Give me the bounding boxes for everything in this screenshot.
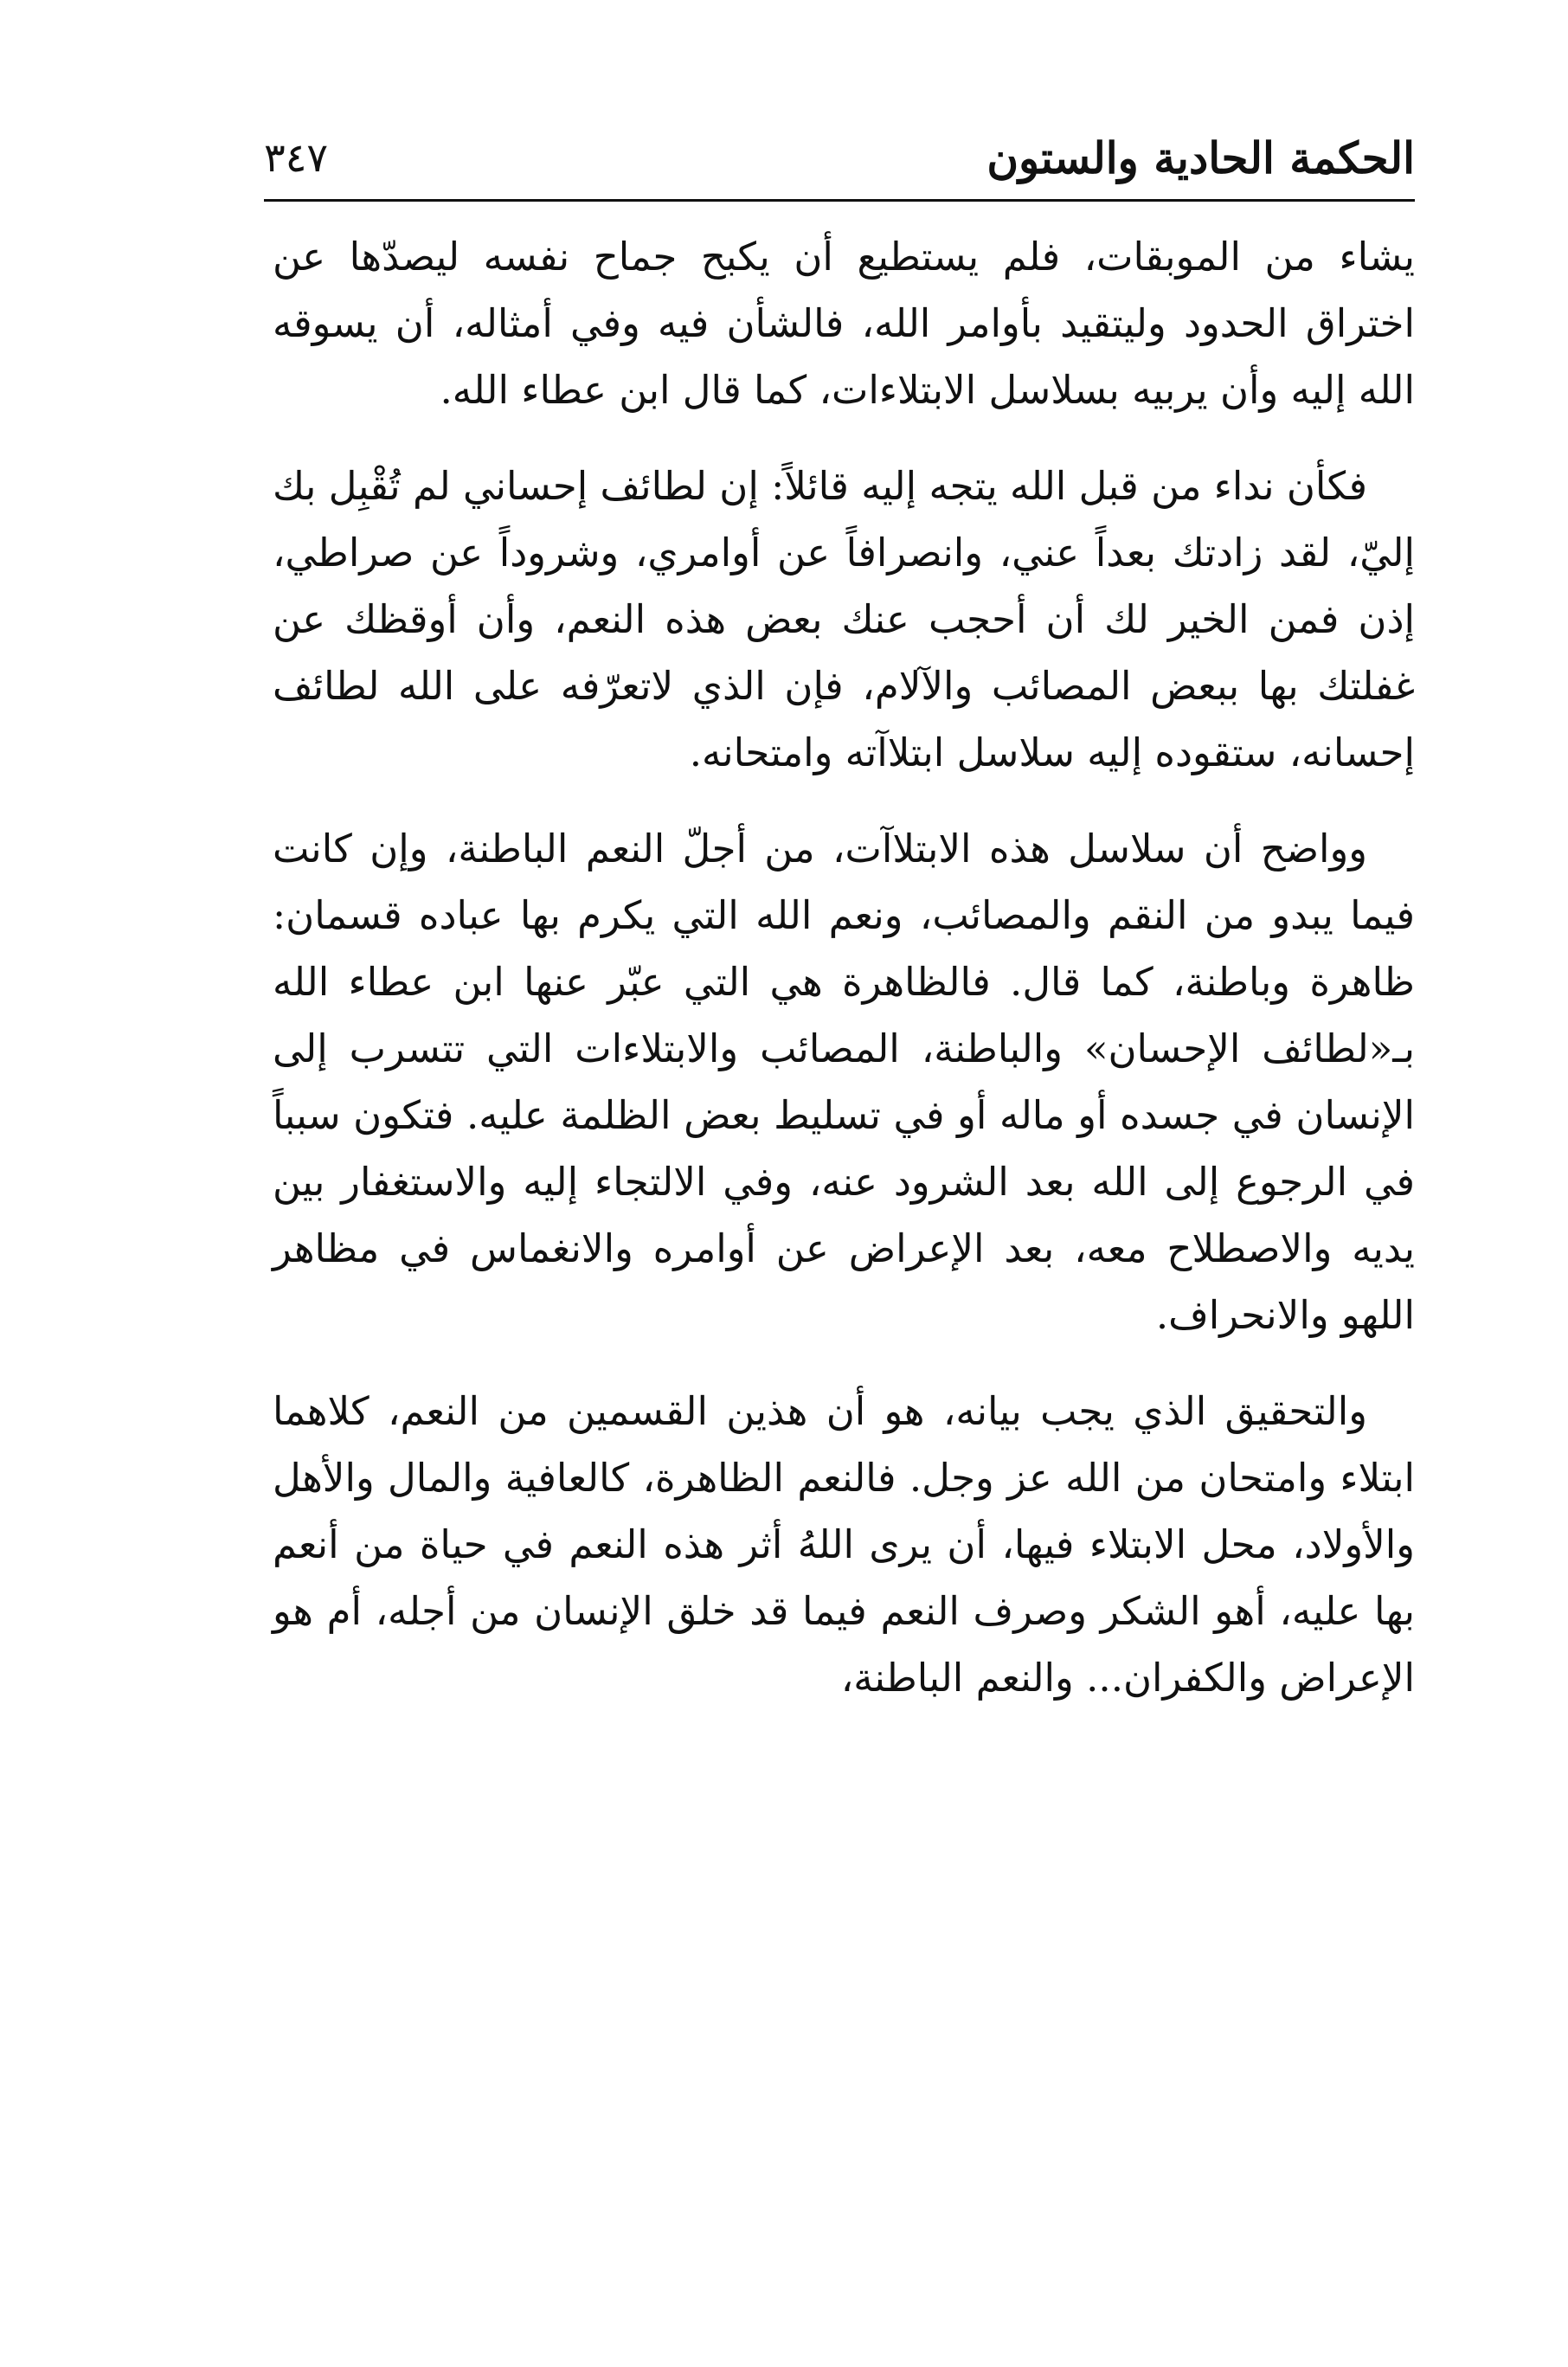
header-divider xyxy=(264,199,1415,202)
page-number: ٣٤٧ xyxy=(264,134,329,181)
body-text xyxy=(273,223,1415,1740)
page-header xyxy=(264,117,1415,199)
chapter-title: الحكمة الحادية والستون xyxy=(986,132,1415,183)
paragraph-4: والتحقيق الذي يجب بيانه، هو أن هذين القسمين من النعم، كلاهما ابتلاء وامتحان من الله عز وجل. فالنعم الظاهرة، كالعافية والمال والأهل والأولاد، محل الابتلاء فيها، أن يرى اللهُ أثر هذه النعم في حياة من أنعم بها عليه، أهو الشكر وصرف النعم فيما قد خلق الإنسان من أجله، أم هو الإعراض والكفران... والنعم الباطنة، xyxy=(273,1388,1415,1701)
paragraph-1: يشاء من الموبقات، فلم يستطيع أن يكبح جماح نفسه ليصدّها عن اختراق الحدود وليتقيد بأوامر الله، فالشأن فيه وفي أمثاله، أن يسوقه الله إليه وأن يربيه بسلاسل الابتلاءات، كما قال ابن عطاء الله. xyxy=(273,234,1415,413)
paragraph-3: وواضح أن سلاسل هذه الابتلاآت، من أجلّ النعم الباطنة، وإن كانت فيما يبدو من النقم والمصائب، ونعم الله التي يكرم بها عباده قسمان: ظاهرة وباطنة، كما قال. فالظاهرة هي التي عبّر عنها ابن عطاء الله بـ«لطائف الإحسان» والباطنة، المصائب والابتلاءات التي تتسرب إلى الإنسان في جسده أو ماله أو في تسليط بعض الظلمة عليه. فتكون سبباً في الرجوع إلى الله بعد الشرود عنه، وفي الالتجاء إليه والاستغفار بين يديه والاصطلاح معه، بعد الإعراض عن أوامره والانغماس في مظاهر اللهو والانحراف. xyxy=(273,826,1415,1338)
paragraph-2: فكأن نداء من قبل الله يتجه إليه قائلاً: إن لطائف إحساني لم تُقْبِل بك إليّ، لقد زادتك بعداً عني، وانصرافاً عن أوامري، وشروداً عن صراطي، إذن فمن الخير لك أن أحجب عنك بعض هذه النعم، وأن أوقظك عن غفلتك بها ببعض المصائب والآلام، فإن الذي لاتعرّفه على الله لطائف إحسانه، ستقوده إليه سلاسل ابتلاآته وامتحانه. xyxy=(273,463,1415,775)
